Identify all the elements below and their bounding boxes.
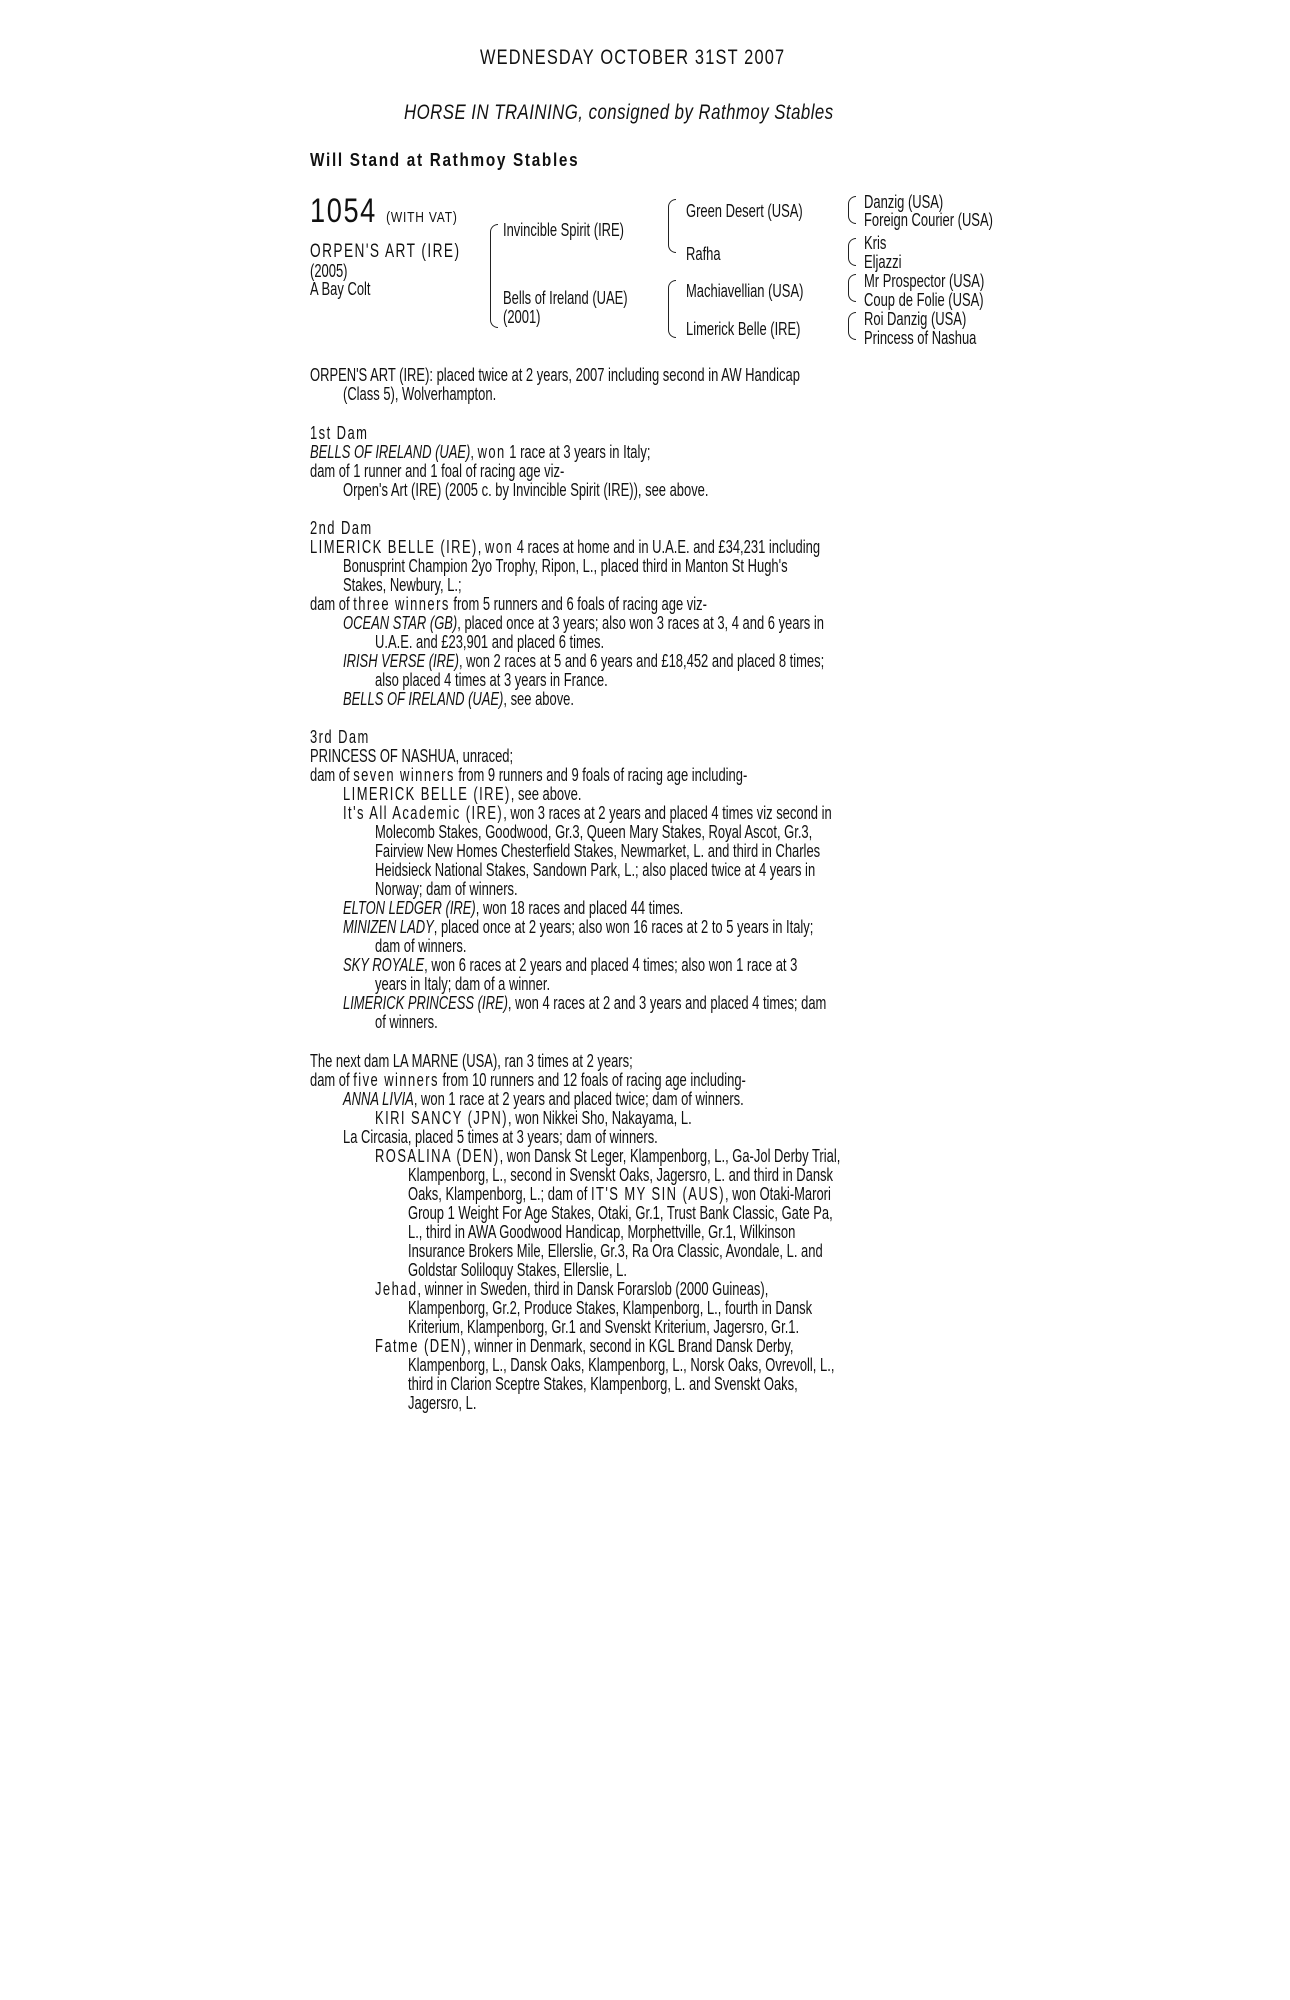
dam2-o3-rest: , see above.: [503, 689, 574, 709]
dam2-o1-rest: , placed once at 3 years; also won 3 races at 3, 4 and 6 years in: [457, 613, 824, 633]
dam2-l4c: from 5 runners and 6 foals of racing age viz-: [449, 594, 707, 614]
dam4-rosalina-name: ROSALINA (DEN): [375, 1146, 500, 1166]
dam3-winners: seven winners: [353, 765, 455, 785]
dam3-offspring-2-line-4: Heidsieck National Stakes, Sandown Park, L.; also placed twice at 4 years in: [375, 860, 816, 880]
pedigree-brace-sire: [668, 199, 676, 253]
pedigree-ggs-8: Princess of Nashua: [864, 328, 977, 348]
dam3-o2-rest: , won 3 races at 2 years and placed 4 times viz second in: [503, 803, 832, 823]
dam3-line-2: [310, 766, 747, 785]
dam4-fatme-name: Fatme (DEN): [375, 1336, 468, 1356]
dam2-o2-rest: , won 2 races at 5 and 6 years and £18,452 and placed 8 times;: [458, 651, 825, 671]
pedigree-brace-ss: [848, 196, 856, 224]
dam3-o3-name: ELTON LEDGER (IRE): [343, 898, 476, 918]
dam4-fatme-line-2: Klampenborg, L., Dansk Oaks, Klampenborg, L., Norsk Oaks, Ovrevoll, L.,: [408, 1355, 835, 1375]
horse-year: (2005): [310, 261, 348, 281]
dam2-line-4: [310, 595, 707, 614]
pedigree-ggs-2: Foreign Courier (USA): [864, 210, 993, 230]
dam3-o6-rest: , won 4 races at 2 and 3 years and placed 4 times; dam: [507, 993, 827, 1013]
horse-name: ORPEN'S ART (IRE): [310, 241, 461, 262]
dam2-offspring-2: [343, 652, 824, 671]
dam4-rosalina-line-2: Klampenborg, L., second in Svenskt Oaks, Jagersro, L. and third in Dansk: [408, 1165, 834, 1185]
dam3-offspring-6-line-2: of winners.: [375, 1012, 438, 1032]
dam2-offspring-3: [343, 690, 574, 709]
lot-number: 1054: [310, 192, 377, 230]
dam2-offspring-2-line-2: also placed 4 times at 3 years in France.: [375, 670, 608, 690]
dam3-offspring-5-line-2: years in Italy; dam of a winner.: [375, 974, 551, 994]
dam4-fatme-line-4: Jagersro, L.: [408, 1393, 477, 1413]
dam4-r-l3c: , won Otaki-Marori: [724, 1184, 831, 1204]
dam2-line-1: LIMERICK BELLE (IRE), won 4 races at home and in U.A.E. and £34,231 including: [310, 537, 821, 557]
pedigree-brace-main: [490, 224, 498, 328]
dam3-o6-name: LIMERICK PRINCESS (IRE): [343, 993, 508, 1013]
pedigree-brace-sd: [848, 238, 856, 266]
dam1-name: BELLS OF IRELAND (UAE): [310, 442, 471, 462]
dam2-line-2: Bonusprint Champion 2yo Trophy, Ripon, L., placed third in Manton St Hugh's: [343, 556, 788, 576]
dam4-rosalina-line-4: Group 1 Weight For Age Stakes, Otaki, Gr.1, Trust Bank Classic, Gate Pa,: [408, 1203, 833, 1223]
dam1-line-2: dam of 1 runner and 1 foal of racing age viz-: [310, 461, 565, 481]
dam1-rest: 1 race at 3 years in Italy;: [505, 442, 651, 462]
dam2-heading: 2nd Dam: [310, 518, 373, 538]
dam4-fatme-line-3: third in Clarion Sceptre Stakes, Klampenborg, L. and Svenskt Oaks,: [408, 1374, 798, 1394]
dam2-rest: 4 races at home and in U.A.E. and £34,231 including: [513, 537, 821, 557]
dam3-offspring-4-line-2: dam of winners.: [375, 936, 467, 956]
dam4-rosalina-rest: , won Dansk St Leger, Klampenborg, L., Ga-Jol Derby Trial,: [499, 1146, 841, 1166]
dam3-o1-rest: , see above.: [510, 784, 582, 804]
dam4-jehad-line-3: Kriterium, Klampenborg, Gr.1 and Svenskt Kriterium, Jagersro, Gr.1.: [408, 1317, 800, 1337]
pedigree-ggs-3: Kris: [864, 233, 887, 253]
pedigree-sire-dam: Rafha: [686, 244, 721, 264]
dam3-o4-rest: , placed once at 2 years; also won 16 races at 2 to 5 years in Italy;: [433, 917, 814, 937]
dam4-rosalina: [375, 1147, 840, 1166]
dam4-o1-name: ANNA LIVIA: [343, 1089, 414, 1109]
dam3-l2a: dam of: [310, 765, 354, 785]
dam3-offspring-3: [343, 899, 683, 918]
pedigree-ggs-7: Roi Danzig (USA): [864, 309, 967, 329]
dam4-l2c: from 10 runners and 12 foals of racing age including-: [438, 1070, 746, 1090]
summary-line-2: (Class 5), Wolverhampton.: [343, 384, 497, 404]
dam4-o1-rest: , won 1 race at 2 years and placed twice; dam of winners.: [413, 1089, 744, 1109]
dam4-fatme-rest: , winner in Denmark, second in KGL Brand Dansk Derby,: [467, 1336, 794, 1356]
pedigree-sire: Invincible Spirit (IRE): [503, 220, 624, 240]
dam1-won: won: [477, 442, 506, 462]
horse-description: A Bay Colt: [310, 279, 371, 299]
dam2-won: won: [485, 537, 514, 557]
dam3-l2c: from 9 runners and 9 foals of racing age including-: [454, 765, 748, 785]
dam3-offspring-1: [343, 785, 581, 804]
dam3-o3-rest: , won 18 races and placed 44 times.: [475, 898, 684, 918]
dam4-rosalina-line-6: Insurance Brokers Mile, Ellerslie, Gr.3, Ra Ora Classic, Avondale, L. and: [408, 1241, 823, 1261]
dam4-jehad-rest: , winner in Sweden, third in Dansk Forarslob (2000 Guineas),: [417, 1279, 769, 1299]
pedigree-ggs-4: Eljazzi: [864, 252, 902, 272]
pedigree-dam-year: (2001): [503, 307, 541, 327]
dam4-rosalina-line-5: L., third in AWA Goodwood Handicap, Morphettville, Gr.1, Wilkinson: [408, 1222, 796, 1242]
dam2-offspring-1-line-2: U.A.E. and £23,901 and placed 6 times.: [375, 632, 605, 652]
dam3-o5-name: SKY ROYALE: [343, 955, 425, 975]
dam4-fatme: [375, 1337, 793, 1356]
dam3-o5-rest: , won 6 races at 2 years and placed 4 times; also won 1 race at 3: [424, 955, 798, 975]
lot-number-line: [310, 192, 458, 231]
dam1-heading: 1st Dam: [310, 423, 369, 443]
dam2-o1-name: OCEAN STAR (GB): [343, 613, 458, 633]
dam4-jehad-line-2: Klampenborg, Gr.2, Produce Stakes, Klampenborg, L., fourth in Dansk: [408, 1298, 813, 1318]
dam4-offspring-2: La Circasia, placed 5 times at 3 years; dam of winners.: [343, 1127, 658, 1147]
dam3-offspring-4: [343, 918, 813, 937]
dam2-name: LIMERICK BELLE (IRE): [310, 537, 478, 557]
dam3-o2-name: It's All Academic (IRE): [343, 803, 504, 823]
pedigree-dam-dam: Limerick Belle (IRE): [686, 319, 801, 339]
dam3-o1-name: LIMERICK BELLE (IRE): [343, 784, 511, 804]
dam4-offspring-1: [343, 1090, 744, 1109]
pedigree-dam-sire: Machiavellian (USA): [686, 281, 804, 301]
dam2-offspring-1: [343, 614, 824, 633]
dam4-rosalina-line-3: [408, 1185, 831, 1204]
pedigree-brace-ds: [848, 274, 856, 302]
dam4-line-1: The next dam LA MARNE (USA), ran 3 times at 2 years;: [310, 1051, 633, 1071]
pedigree-brace-dd: [848, 312, 856, 340]
dam4-grandoffspring-1: [375, 1109, 692, 1128]
dam2-l4a: dam of: [310, 594, 354, 614]
dam3-offspring-2-line-3: Fairview New Homes Chesterfield Stakes, Newmarket, L. and third in Charles: [375, 841, 821, 861]
dam3-offspring-2: [343, 804, 832, 823]
dam3-offspring-6: [343, 994, 826, 1013]
dam4-o1a-rest: , won Nikkei Sho, Nakayama, L.: [507, 1108, 692, 1128]
pedigree-brace-dam: [668, 280, 676, 338]
dam3-offspring-2-line-5: Norway; dam of winners.: [375, 879, 518, 899]
stand-line: Will Stand at Rathmoy Stables: [310, 150, 580, 170]
dam4-o1a-name: KIRI SANCY (JPN): [375, 1108, 508, 1128]
dam4-jehad-name: Jehad: [375, 1279, 418, 1299]
consignment-line: HORSE IN TRAINING, consigned by Rathmoy Stables: [404, 101, 834, 124]
summary-line-1: ORPEN'S ART (IRE): placed twice at 2 years, 2007 including second in AW Handicap: [310, 365, 800, 385]
pedigree-dam: Bells of Ireland (UAE): [503, 288, 628, 308]
pedigree-ggs-5: Mr Prospector (USA): [864, 271, 985, 291]
dam3-offspring-5: [343, 956, 797, 975]
dam4-its-my-sin: IT'S MY SIN (AUS): [590, 1184, 725, 1204]
vat-note: (WITH VAT): [386, 209, 458, 226]
dam2-line-3: Stakes, Newbury, L.;: [343, 575, 462, 595]
dam4-winners: five winners: [353, 1070, 439, 1090]
dam1-line-3: Orpen's Art (IRE) (2005 c. by Invincible Spirit (IRE)), see above.: [343, 480, 709, 500]
sale-date: WEDNESDAY OCTOBER 31ST 2007: [480, 46, 786, 69]
pedigree-ggs-6: Coup de Folie (USA): [864, 290, 984, 310]
dam4-line-2: [310, 1071, 746, 1090]
dam3-offspring-2-line-2: Molecomb Stakes, Goodwood, Gr.3, Queen Mary Stakes, Royal Ascot, Gr.3,: [375, 822, 813, 842]
dam4-jehad: [375, 1280, 768, 1299]
dam2-o2-name: IRISH VERSE (IRE): [343, 651, 459, 671]
dam1-line-1: BELLS OF IRELAND (UAE), won 1 race at 3 years in Italy;: [310, 442, 651, 462]
dam2-winners: three winners: [353, 594, 450, 614]
pedigree-sire-sire: Green Desert (USA): [686, 201, 803, 221]
dam4-rosalina-line-7: Goldstar Soliloquy Stakes, Ellerslie, L.: [408, 1260, 627, 1280]
dam3-heading: 3rd Dam: [310, 727, 370, 747]
dam2-o3-name: BELLS OF IRELAND (UAE): [343, 689, 504, 709]
pedigree-ggs-1: Danzig (USA): [864, 192, 944, 212]
dam3-o4-name: MINIZEN LADY: [343, 917, 434, 937]
dam4-r-l3a: Oaks, Klampenborg, L.; dam of: [408, 1184, 591, 1204]
dam4-l2a: dam of: [310, 1070, 354, 1090]
dam3-line-1: PRINCESS OF NASHUA, unraced;: [310, 746, 514, 766]
